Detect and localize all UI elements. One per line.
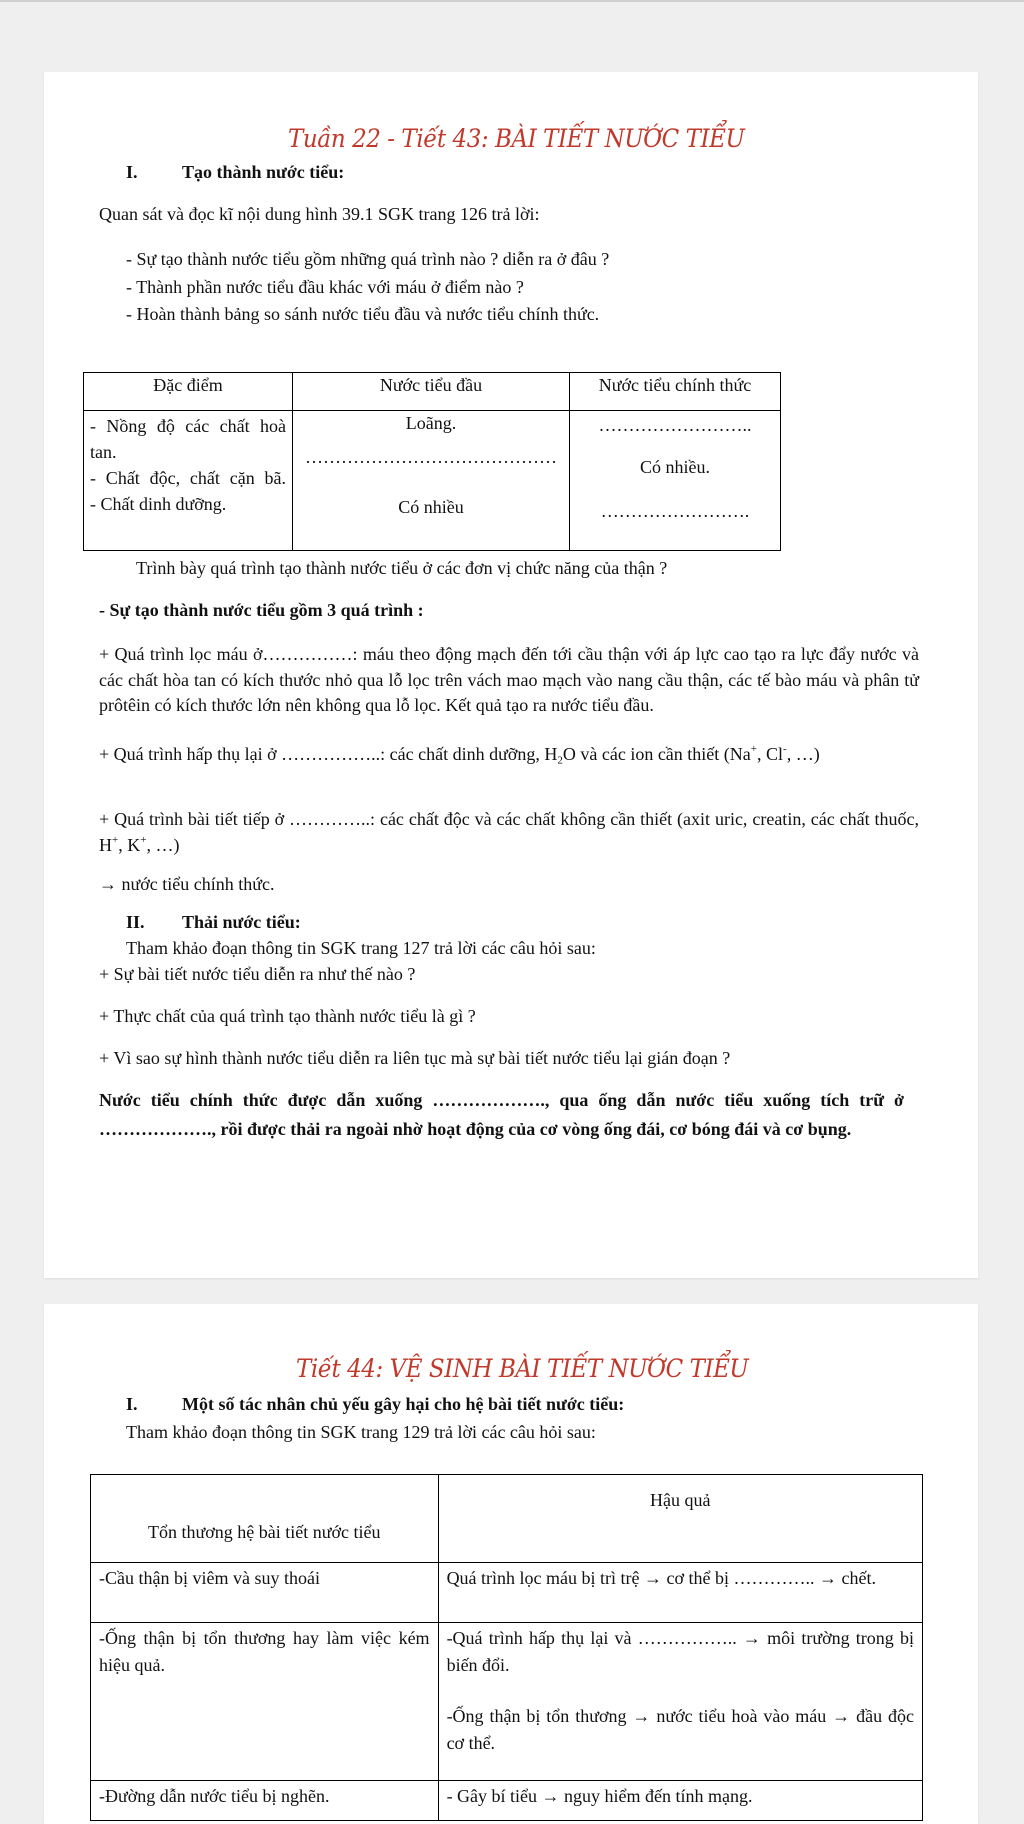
table-row	[91, 1781, 923, 1821]
question-item: - Thành phần nước tiểu đầu khác với máu ở điểm nào ?	[126, 277, 524, 297]
text-fragment: O và các ion cần thiết (Na	[562, 744, 751, 764]
question-item: + Thực chất của quá trình tạo thành nước tiểu là gì ?	[99, 1006, 476, 1026]
section-1-number: I.	[126, 1394, 138, 1414]
comparison-table	[83, 372, 781, 551]
feature-item: - Chất độc, chất cặn bã.	[90, 468, 286, 488]
process-1-paragraph: + Quá trình lọc máu ở……………: máu theo động mạch đến tới cầu thận với áp lực cao tạo ra lực đẩy nước và các chất hòa tan có kích thước nhỏ qua lỗ lọc trên vách mao mạch vào nang cầu thận, các tế bào máu và phân tử prôtêin có kích thước lớn nên không qua lỗ lọc. Kết quả tạo ra nước tiểu đầu.	[99, 644, 919, 715]
table-row	[84, 411, 781, 551]
table-header-cell: Tổn thương hệ bài tiết nước tiểu	[91, 1475, 439, 1563]
section-1-heading: Một số tác nhân chủ yếu gây hại cho hệ bài tiết nước tiểu:	[182, 1394, 625, 1414]
page-title: Tuần 22 - Tiết 43: BÀI TIẾT NƯỚC TIỂU	[288, 124, 745, 153]
subscript: 2	[557, 754, 563, 767]
table-header-cell: Hậu quả	[438, 1475, 922, 1563]
process-2-paragraph	[99, 742, 919, 768]
feature-item: - Nồng độ các chất hoà tan.	[90, 416, 286, 462]
window-top-border	[0, 0, 1024, 2]
official-urine-value: …………………….	[600, 501, 750, 521]
bold-paragraph: Nước tiểu chính thức được dẫn xuống ………………., qua ống dẫn nước tiểu xuống tích trữ ở ………………., rồi được thải ra ngoài nhờ hoạt động của cơ vòng ống đái, cơ bóng đái và cơ bụng.	[99, 1090, 904, 1139]
cell-paragraph: -Quá trình hấp thụ lại và …………….. → môi trường trong bị biến đổi.	[446, 1628, 914, 1675]
first-urine-value: ……………………………………	[305, 447, 557, 467]
superscript: +	[140, 833, 147, 846]
text-fragment: , K	[118, 834, 141, 855]
table-header-row	[91, 1475, 923, 1563]
official-urine-value: Có nhiều.	[640, 457, 710, 477]
superscript: +	[112, 833, 119, 846]
first-urine-cell	[293, 411, 570, 551]
table-cell	[438, 1623, 922, 1781]
table-header-cell: Nước tiểu đầu	[293, 373, 570, 411]
table-cell: -Ống thận bị tổn thương hay làm việc kém hiệu quả.	[91, 1623, 439, 1781]
text-fragment: + Quá trình hấp thụ lại ở ……………..: các chất dinh dưỡng, H	[99, 744, 558, 764]
reference-text: Tham khảo đoạn thông tin SGK trang 129 trả lời các câu hỏi sau:	[126, 1422, 596, 1442]
table-header-row	[84, 373, 781, 411]
question-item: - Sự tạo thành nước tiểu gồm những quá trình nào ? diễn ra ở đâu ?	[126, 249, 610, 269]
page-title: Tiết 44: VỆ SINH BÀI TIẾT NƯỚC TIỂU	[296, 1354, 749, 1383]
first-urine-value: Có nhiều	[398, 497, 464, 517]
table-header-cell: Đặc điểm	[84, 373, 293, 411]
superscript: +	[750, 743, 757, 755]
features-cell	[84, 411, 293, 551]
question-item: - Hoàn thành bảng so sánh nước tiểu đầu và nước tiểu chính thức.	[126, 304, 600, 324]
question-item: + Vì sao sự hình thành nước tiểu diễn ra liên tục mà sự bài tiết nước tiểu lại gián đoạn ?	[99, 1048, 731, 1068]
table-cell: Quá trình lọc máu bị trì trệ → cơ thể bị ………….. → chết.	[438, 1563, 922, 1623]
official-urine-cell	[570, 411, 781, 551]
text-fragment: , Cl	[757, 744, 784, 764]
process-3-paragraph	[99, 807, 919, 858]
table-row	[91, 1563, 923, 1623]
question-text: Trình bày quá trình tạo thành nước tiểu ở các đơn vị chức năng của thận ?	[136, 558, 668, 578]
result-text: → nước tiểu chính thức.	[99, 874, 275, 894]
table-cell: - Gây bí tiểu → nguy hiểm đến tính mạng.	[438, 1781, 922, 1821]
first-urine-value: Loãng.	[405, 413, 457, 433]
table-cell: -Đường dẫn nước tiểu bị nghẽn.	[91, 1781, 439, 1821]
reference-text: Tham khảo đoạn thông tin SGK trang 127 trả lời các câu hỏi sau:	[126, 938, 596, 958]
process-heading: - Sự tạo thành nước tiểu gồm 3 quá trình :	[99, 600, 424, 620]
table-row	[91, 1623, 923, 1781]
table-cell: -Cầu thận bị viêm và suy thoái	[91, 1563, 439, 1623]
section-1-heading: Tạo thành nước tiểu:	[182, 162, 345, 182]
section-2-heading: Thải nước tiểu:	[182, 912, 301, 932]
damage-table	[90, 1474, 923, 1821]
document-page-2	[44, 1304, 978, 1824]
section-1-number: I.	[126, 162, 138, 182]
text-fragment: , …)	[146, 834, 180, 855]
official-urine-value: ……………………..	[598, 415, 752, 435]
cell-paragraph: -Ống thận bị tổn thương → nước tiểu hoà vào máu → đầu độc cơ thể.	[446, 1706, 914, 1753]
intro-text: Quan sát và đọc kĩ nội dung hình 39.1 SGK trang 126 trả lời:	[99, 204, 540, 224]
superscript: -	[783, 743, 787, 755]
table-header-cell: Nước tiểu chính thức	[570, 373, 781, 411]
question-item: + Sự bài tiết nước tiểu diễn ra như thế nào ?	[99, 964, 416, 984]
feature-item: - Chất dinh dưỡng.	[90, 494, 227, 514]
text-fragment: + Quá trình bài tiết tiếp ở …………..: các chất độc và các chất không cần thiết (axit uric, creatin, các chất thuốc, H	[99, 809, 919, 855]
text-fragment: , …)	[786, 744, 820, 764]
document-page-1	[44, 72, 978, 1278]
section-2-number: II.	[126, 912, 145, 932]
